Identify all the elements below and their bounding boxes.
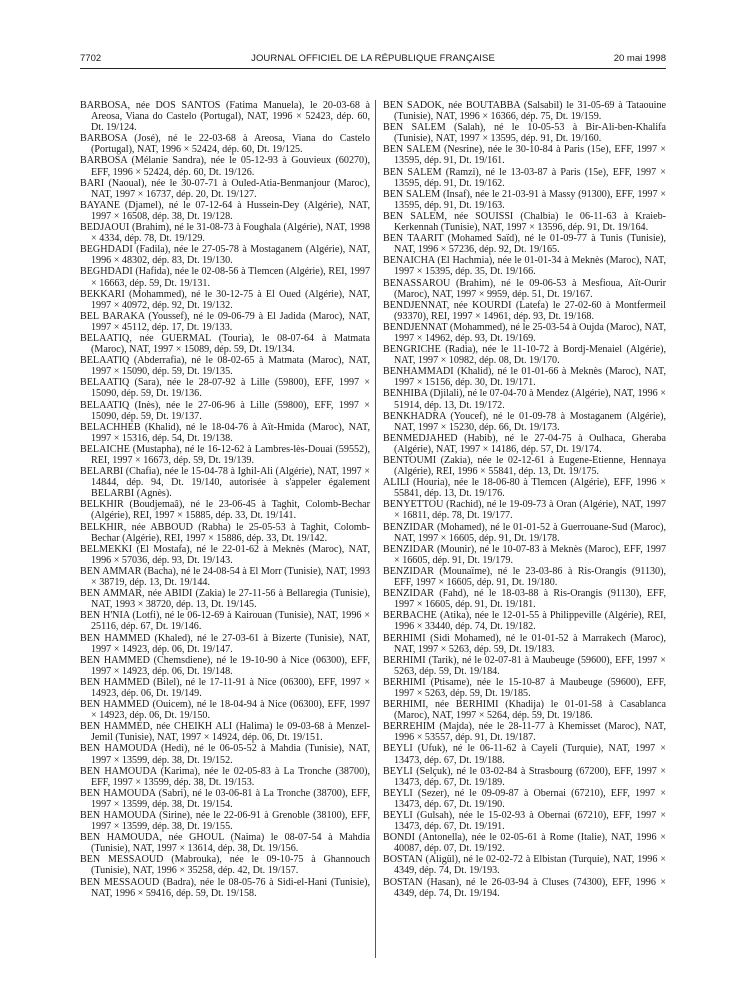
decree-entry: BELAATIQ, née GUERMAL (Touria), le 08-07-64 à Matmata (Maroc), NAT, 1997 × 15089, dép. 59, Dt. 19/134.: [80, 332, 370, 356]
decree-entry: BEN TAARIT (Mohamed Saïd), né le 01-09-77 à Tunis (Tunisie), NAT, 1996 × 57236, dép. 92, Dt. 19/165.: [383, 233, 666, 256]
decree-entry: BEGHDADI (Fadila), née le 27-05-78 à Mostaganem (Algérie), NAT, 1996 × 48302, dép. 83, Dt. 19/130.: [80, 244, 370, 267]
decree-entry: BEGHDADI (Hafida), née le 02-08-56 à Tlemcen (Algérie), REI, 1997 × 16663, dép. 59, Dt. 19/131.: [80, 266, 370, 289]
decree-entry: BEN SALEM (Insaf), née le 21-03-91 à Massy (91300), EFF, 1997 × 13595, dép. 91, Dt. 19/163.: [383, 188, 666, 211]
decree-entry: BEN H'NIA (Lotfi), né le 06-12-69 à Kairouan (Tunisie), NAT, 1996 × 25116, dép. 67, Dt. 19/146.: [80, 610, 370, 633]
decree-entry: BERHIMI, née BERHIMI (Khadija) le 01-01-58 à Casablanca (Maroc), NAT, 1997 × 5264, dép. 59, Dt. 19/186.: [383, 699, 666, 722]
decree-entry: BEN AMMAR, née ABIDI (Zakia) le 27-11-56 à Bellaregia (Tunisie), NAT, 1993 × 38720, dép. 13, Dt. 19/145.: [80, 588, 370, 611]
decree-entry: BEN HAMMED (Chemsdiene), né le 19-10-90 à Nice (06300), EFF, 1997 × 14923, dép. 06, Dt. 19/148.: [80, 654, 370, 677]
decree-entry: BEN MESSAOUD (Badra), née le 08-05-76 à Sidi-el-Hani (Tunisie), NAT, 1996 × 59416, dép. 59, Dt. 19/158.: [80, 876, 370, 899]
decree-entry: BAYANE (Djamel), né le 07-12-64 à Hussein-Dey (Algérie), NAT, 1997 × 16508, dép. 38, Dt. 19/128.: [80, 199, 370, 222]
decree-entry: BEN AMMAR (Bacha), né le 24-08-54 à El Morr (Tunisie), NAT, 1993 × 38719, dép. 13, Dt. 19/144.: [80, 565, 370, 589]
decree-entry: BEYLI (Ufuk), né le 06-11-62 à Cayeli (Turquie), NAT, 1997 × 13473, dép. 67, Dt. 19/188.: [383, 743, 666, 766]
decree-entry: BEN HAMOUDA, née GHOUL (Naima) le 08-07-54 à Mahdia (Tunisie), NAT, 1997 × 13614, dép. 38, Dt. 19/156.: [80, 832, 370, 855]
decree-entry: BELKHIR, née ABBOUD (Rabha) le 25-05-53 à Taghit, Colomb-Bechar (Algérie), REI, 1997 × 15886, dép. 33, Dt. 19/142.: [80, 521, 370, 544]
decree-entry: BEYLI (Gulsah), née le 15-02-93 à Obernai (67210), EFF, 1997 × 13473, dép. 67, Dt. 19/191.: [383, 810, 666, 833]
decree-entry: BENMEDJAHED (Habib), né le 27-04-75 à Oulhaca, Gheraba (Algérie), NAT, 1997 × 14186, dép. 57, Dt. 19/174.: [383, 432, 666, 455]
decree-entry: BEYLI (Selçuk), né le 03-02-84 à Strasbourg (67200), EFF, 1997 × 13473, dép. 67, Dt. 19/189.: [383, 765, 666, 788]
decree-entry: BERHIMI (Sidi Mohamed), né le 01-01-52 à Marrakech (Maroc), NAT, 1997 × 5263, dép. 59, Dt. 19/183.: [383, 632, 666, 655]
decree-entry: BEDJAOUI (Brahim), né le 31-08-73 à Foughala (Algérie), NAT, 1998 × 4334, dép. 78, Dt. 19/129.: [80, 222, 370, 245]
decree-entry: BELKHIR (Boudjemaâ), né le 23-06-45 à Taghit, Colomb-Bechar (Algérie), REI, 1997 × 15885, dép. 33, Dt. 19/141.: [80, 499, 370, 522]
decree-entry: BONDI (Antonella), née le 02-05-61 à Rome (Italie), NAT, 1996 × 40087, dép. 07, Dt. 19/192.: [383, 832, 666, 855]
header-rule: [80, 68, 666, 69]
decree-entry: BERHIMI (Ptisame), née le 15-10-87 à Maubeuge (59600), EFF, 1997 × 5263, dép. 59, Dt. 19/185.: [383, 676, 666, 699]
left-column: [80, 100, 370, 899]
decree-entry: BENYETTOU (Rachid), né le 19-09-73 à Oran (Algérie), NAT, 1997 × 16811, dép. 78, Dt. 19/177.: [383, 499, 666, 522]
issue-date: 20 mai 1998: [613, 53, 666, 64]
decree-entry: BEN HAMMED (Bilel), né le 17-11-91 à Nice (06300), EFF, 1997 × 14923, dép. 06, Dt. 19/149.: [80, 676, 370, 699]
decree-entry: BENDJENNAT (Mohammed), né le 25-03-54 à Oujda (Maroc), NAT, 1997 × 14962, dép. 93, Dt. 19/169.: [383, 321, 666, 344]
decree-entry: BENZIDAR (Fahd), né le 18-03-88 à Ris-Orangis (91130), EFF, 1997 × 16605, dép. 91, Dt. 19/181.: [383, 588, 666, 611]
decree-entry: BENAICHA (El Hachmia), née le 01-01-34 à Meknès (Maroc), NAT, 1997 × 15395, dép. 35, Dt. 19/166.: [383, 255, 666, 278]
decree-entry: BEN HAMMED, née CHEIKH ALI (Halima) le 09-03-68 à Menzel-Jemil (Tunisie), NAT, 1997 × 14924, dép. 06, Dt. 19/151.: [80, 721, 370, 744]
decree-entry: BEN SADOK, née BOUTABBA (Salsabil) le 31-05-69 à Tataouine (Tunisie), NAT, 1996 × 16366, dép. 75, Dt. 19/159.: [383, 100, 666, 123]
right-column: [383, 100, 666, 899]
decree-entry: BELAATIQ (Sara), née le 28-07-92 à Lille (59800), EFF, 1997 × 15090, dép. 59, Dt. 19/136.: [80, 377, 370, 400]
decree-entry: BEN HAMMED (Ouicem), né le 18-04-94 à Nice (06300), EFF, 1997 × 14923, dép. 06, Dt. 19/150.: [80, 699, 370, 722]
decree-entry: BEN SALEM (Salah), né le 10-05-53 à Bir-Ali-ben-Khalifa (Tunisie), NAT, 1997 × 13595, dép. 91, Dt. 19/160.: [383, 122, 666, 145]
decree-entry: BERREHIM (Majda), née le 28-11-77 à Khemisset (Maroc), NAT, 1996 × 53557, dép. 91, Dt. 19/187.: [383, 721, 666, 744]
decree-entry: BENASSAROU (Brahim), né le 09-06-53 à Mesfioua, Aït-Ourir (Maroc), NAT, 1997 × 9959, dép. 51, Dt. 19/167.: [383, 277, 666, 300]
decree-entry: BOSTAN (Aligül), né le 02-02-72 à Elbistan (Turquie), NAT, 1996 × 4349, dép. 74, Dt. 19/193.: [383, 854, 666, 877]
decree-entry: BENHAMMADI (Khalid), né le 01-01-66 à Meknès (Maroc), NAT, 1997 × 15156, dép. 30, Dt. 19/171.: [383, 366, 666, 389]
decree-entry: BEN SALEM (Nesrine), née le 30-10-84 à Paris (15e), EFF, 1997 × 13595, dép. 91, Dt. 19/161.: [383, 144, 666, 167]
decree-entry: BEN SALEM (Ramzi), né le 13-03-87 à Paris (15e), EFF, 1997 × 13595, dép. 91, Dt. 19/162.: [383, 166, 666, 189]
page-number: 7702: [80, 53, 102, 64]
decree-entry: BENGRICHE (Radia), née le 11-10-72 à Bordj-Menaiel (Algérie), NAT, 1997 × 10982, dép. 08, Dt. 19/170.: [383, 344, 666, 367]
decree-entry: BARBOSA (Mélanie Sandra), née le 05-12-93 à Gouvieux (60270), EFF, 1996 × 52424, dép. 60, Dt. 19/126.: [80, 155, 370, 178]
decree-entry: BEN HAMOUDA (Karima), née le 02-05-83 à La Tronche (38700), EFF, 1997 × 13599, dép. 38, Dt. 19/153.: [80, 765, 370, 788]
column-divider: [375, 100, 376, 958]
decree-entry: BELAATIQ (Inès), née le 27-06-96 à Lille (59800), EFF, 1997 × 15090, dép. 59, Dt. 19/137.: [80, 399, 370, 422]
decree-entry: ALILI (Houria), née le 18-06-80 à Tlemcen (Algérie), EFF, 1996 × 55841, dép. 13, Dt. 19/176.: [383, 477, 666, 500]
decree-entry: BERBACHE (Atika), née le 12-01-55 à Philippeville (Algérie), REI, 1996 × 33440, dép. 74, Dt. 19/182.: [383, 610, 666, 633]
decree-entry: BEN HAMOUDA (Sabri), né le 03-06-81 à La Tronche (38700), EFF, 1997 × 13599, dép. 38, Dt. 19/154.: [80, 787, 370, 810]
decree-entry: BENZIDAR (Mounir), né le 10-07-83 à Meknès (Maroc), EFF, 1997 × 16605, dép. 91, Dt. 19/179.: [383, 543, 666, 566]
decree-entry: BENKHADRA (Youcef), né le 01-09-78 à Mostaganem (Algérie), NAT, 1997 × 15230, dép. 66, Dt. 19/173.: [383, 410, 666, 433]
decree-entry: BENZIDAR (Mounaïme), né le 23-03-86 à Ris-Orangis (91130), EFF, 1997 × 16605, dép. 91, Dt. 19/180.: [383, 565, 666, 589]
journal-title: JOURNAL OFFICIEL DE LA RÉPUBLIQUE FRANÇAISE: [251, 53, 495, 64]
decree-entry: BARI (Naoual), née le 30-07-71 à Ouled-Atia-Benmanjour (Maroc), NAT, 1997 × 16737, dép. 20, Dt. 19/127.: [80, 177, 370, 200]
decree-entry: BELACHHEB (Khalid), né le 18-04-76 à Aït-Hmida (Maroc), NAT, 1997 × 15316, dép. 54, Dt. 19/138.: [80, 421, 370, 444]
decree-entry: BELMEKKI (El Mostafa), né le 22-01-62 à Meknès (Maroc), NAT, 1996 × 57036, dép. 93, Dt. 19/143.: [80, 543, 370, 566]
page-header: [80, 53, 666, 67]
decree-entry: BENZIDAR (Mohamed), né le 01-01-52 à Guerrouane-Sud (Maroc), NAT, 1997 × 16605, dép. 91, Dt. 19/178.: [383, 521, 666, 544]
decree-entry: BEN HAMOUDA (Sirine), née le 22-06-91 à Grenoble (38100), EFF, 1997 × 13599, dép. 38, Dt. 19/155.: [80, 810, 370, 833]
decree-entry: BOSTAN (Hasan), né le 26-03-94 à Cluses (74300), EFF, 1996 × 4349, dép. 74, Dt. 19/194.: [383, 876, 666, 899]
decree-entry: BEL BARAKA (Youssef), né le 09-06-79 à El Jadida (Maroc), NAT, 1997 × 45112, dép. 17, Dt. 19/133.: [80, 310, 370, 333]
decree-entry: BELARBI (Chafia), née le 15-04-78 à Ighil-Ali (Algérie), NAT, 1997 × 14844, dép. 94, Dt. 19/140, autorisée à s'appeler également BELARBI (Agnès).: [80, 466, 370, 500]
decree-entry: BELAATIQ (Abderrafia), né le 08-02-65 à Matmata (Maroc), NAT, 1997 × 15090, dép. 59, Dt. 19/135.: [80, 355, 370, 378]
decree-entry: BEN HAMMED (Khaled), né le 27-03-61 à Bizerte (Tunisie), NAT, 1997 × 14923, dép. 06, Dt. 19/147.: [80, 632, 370, 655]
decree-entry: BENDJENNAT, née KOURDI (Latefa) le 27-02-60 à Montfermeil (93370), REI, 1997 × 14961, dép. 93, Dt. 19/168.: [383, 299, 666, 322]
decree-entry: BEN MESSAOUD (Mabrouka), née le 09-10-75 à Ghannouch (Tunisie), NAT, 1996 × 35258, dép. 42, Dt. 19/157.: [80, 854, 370, 877]
decree-entry: BARBOSA (José), né le 22-03-68 à Areosa, Viana do Castelo (Portugal), NAT, 1996 × 52424, dép. 60, Dt. 19/125.: [80, 133, 370, 156]
decree-entry: BENHIBA (Djilali), né le 07-04-70 à Mendez (Algérie), NAT, 1996 × 51914, dép. 13, Dt. 19/172.: [383, 388, 666, 411]
decree-entry: BEN HAMOUDA (Hedi), né le 06-05-52 à Mahdia (Tunisie), NAT, 1997 × 13599, dép. 38, Dt. 19/152.: [80, 743, 370, 766]
decree-entry: BARBOSA, née DOS SANTOS (Fatima Manuela), le 20-03-68 à Areosa, Viana do Castelo (Portugal), NAT, 1996 × 52423, dép. 60, Dt. 19/124.: [80, 100, 370, 134]
decree-entry: BEYLI (Sezer), né le 09-09-87 à Obernai (67210), EFF, 1997 × 13473, dép. 67, Dt. 19/190.: [383, 787, 666, 810]
decree-entry: BERHIMI (Tarik), né le 02-07-81 à Maubeuge (59600), EFF, 1997 × 5263, dép. 59, Dt. 19/184.: [383, 654, 666, 677]
decree-entry: BENTOUMI (Zakia), née le 02-12-61 à Eugene-Etienne, Hennaya (Algérie), REI, 1996 × 55841, dép. 13, Dt. 19/175.: [383, 455, 666, 478]
decree-entry: BEN SALEM, née SOUISSI (Chalbia) le 06-11-63 à Kraieb-Kerkennah (Tunisie), NAT, 1997 × 13596, dép. 91, Dt. 19/164.: [383, 210, 666, 234]
decree-entry: BELAICHE (Mustapha), né le 16-12-62 à Lambres-lès-Douai (59552), REI, 1997 × 16673, dép. 59, Dt. 19/139.: [80, 443, 370, 466]
decree-entry: BEKKARI (Mohammed), né le 30-12-75 à El Oued (Algérie), NAT, 1997 × 40972, dép. 92, Dt. 19/132.: [80, 288, 370, 311]
